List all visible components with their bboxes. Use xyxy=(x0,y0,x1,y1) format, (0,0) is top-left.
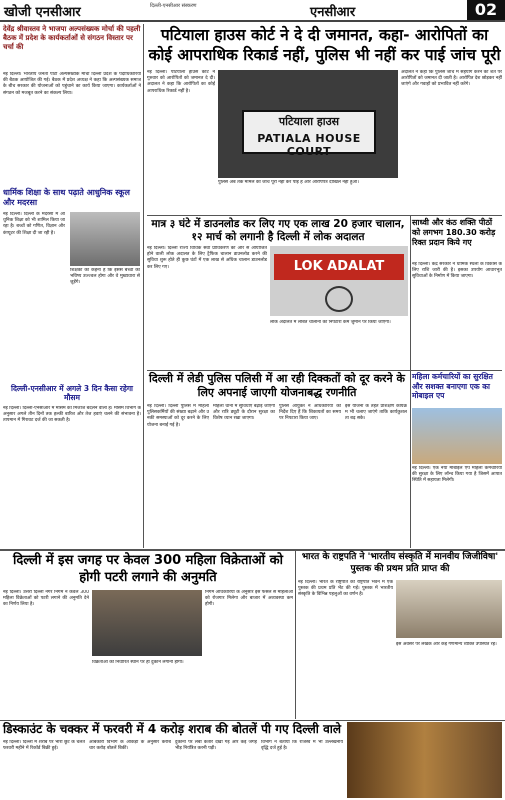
police-headline: दिल्ली में लेडी पुलिस पलिसी में आ रही दिक्कतों को दूर करने के लिए अपनाई जाएगी योजनाबद्ध रणनीति xyxy=(149,372,405,399)
left-body-3: नई दिल्ली। दिल्ली-एनसीआर में मौसम का मिजाज बदलने वाला है। मौसम विभाग के अनुसार अगले तीन दिनों तक हल्की बारिश और तेज हवाएं चलने की संभावना है। तापमान में गिरावट दर्ज की जा सकती है। xyxy=(3,406,141,424)
masthead xyxy=(0,0,505,22)
women-app-body: नई दिल्ली। एक नया मोबाइल एप महिला कर्मचारियों की सुरक्षा के लिए लॉन्च किया गया है जिसमें आपात स्थिति में सहायता मिलेगी। xyxy=(412,466,502,484)
lead-photo-caption: पुलिस अब तक मामले की जांच पूरी नहीं कर पाई है और आरोपपत्र दाखिल नहीं हुआ। xyxy=(218,180,359,185)
vendors-body-1: नई दिल्ली। उत्तरी दिल्ली नगर निगम ने केवल 300 महिला विक्रेताओं को पटरी लगाने की अनुमति देने का निर्णय लिया है। xyxy=(3,590,89,608)
police-body xyxy=(147,404,407,546)
book-body-2: इस अवसर पर लेखक और कई गणमान्य व्यक्ति उपस्थित रहे। xyxy=(396,642,497,647)
lead-body-1: नई दिल्ली। पटियाला हाउस कोर्ट ने गुरुवार को आरोपितों को जमानत दे दी। अदालत ने कहा कि आरोपितों का कोई आपराधिक रिकार्ड नहीं है। xyxy=(147,70,215,94)
police-col-2: महिला थानों में सुविधाएं बढ़ाई जाएंगी और रात्रि ड्यूटी के दौरान सुरक्षा का विशेष ध्यान रखा जाएगा। xyxy=(213,404,275,422)
police-col-4: इस योजना के तहत प्रशिक्षण कार्यक्रम भी चलाए जाएंगे ताकि कार्यकुशलता बढ़ सके। xyxy=(345,404,407,422)
liquor-col-2: आबकारी विभाग के आंकड़ों के अनुसार करीब चार करोड़ बोतलें बिकीं। xyxy=(89,740,171,752)
section-divider xyxy=(147,370,502,371)
lok-adalat-body: नई दिल्ली। दिल्ली राज्य विधिक सेवा प्राधिकरण की ओर से आयोजित होने वाली लोक अदालत के लिए ट्रैफिक चालान डाउनलोड करने की सुविधा शुरू होते ही कुछ घंटों में एक लाख से अधिक चालान डाउनलोड कर लिए गए। xyxy=(147,246,267,270)
court-sign-english: PATIALA HOUSE COURT xyxy=(257,132,361,158)
lok-adalat-badge: LOK ADALAT xyxy=(274,254,404,280)
column-divider xyxy=(295,551,296,719)
women-app-headline: महिला कर्मचारियों का सुरक्षित और सशक्त बनाएगा एक का मोबाइल एप xyxy=(412,372,493,400)
building-photo xyxy=(412,408,502,464)
lok-adalat-body-2: लोक अदालत में लंबित चालानों का निपटारा कम जुर्माने पर किया जाएगा। xyxy=(270,320,391,325)
lead-body-2: अदालत ने कहा कि पुलिस जांच में सहयोग करने की शर्त पर आरोपितों को जमानत दी जाती है। आरोपित देश छोड़कर नहीं जाएंगे और गवाहों को प्रभावित नहीं करेंगे। xyxy=(401,70,502,88)
liquor-col-4: विभाग ने बताया कि राजस्व में भी उल्लेखनीय वृद्धि दर्ज हुई है। xyxy=(261,740,343,752)
left-headline-3: दिल्ली-एनसीआर में अगले 3 दिन कैसा रहेगा मौसम xyxy=(11,384,133,402)
column-divider xyxy=(143,24,144,548)
court-signboard xyxy=(242,110,376,158)
vendors-body-2: निगम अधिकारियों के अनुसार इस फैसले से महिलाओं को रोजगार मिलेगा और बाजार में अव्यवस्था कम होगी। xyxy=(205,590,293,608)
left-body-2: नई दिल्ली। दिल्ली के मदरसों में आधुनिक शिक्षा को भी शामिल किया जा रहा है। बच्चों को गणित, विज्ञान और कंप्यूटर की शिक्षा दी जा रही है। xyxy=(3,212,65,236)
lead-headline: पटियाला हाउस कोर्ट ने दे दी जमानत, कहा- आरोपितों का कोई आपराधिक रिकार्ड नहीं, पुलिस भी नहीं कर पाई जांच पूरी xyxy=(148,26,501,64)
left-headline-1: देवेंद्र श्रीवास्तव ने भाजपा अल्पसंख्यक मोर्चा की पहली बैठक में प्रदेश के कार्यकर्ताओं से संगठन विस्तार पर चर्चा की xyxy=(3,25,141,51)
police-col-3: पुलिस आयुक्त ने अधिकारियों को निर्देश दिए हैं कि शिकायतों का समय पर निपटारा किया जाए। xyxy=(279,404,341,422)
liquor-col-3: दुकानों पर लंबी कतारें देखी गईं और कई जगह भीड़ नियंत्रित करनी पड़ी। xyxy=(175,740,257,752)
section-divider xyxy=(0,720,505,721)
liquor-body xyxy=(3,740,343,798)
liquor-headline: डिस्काउंट के चक्कर में फरवरी में 4 करोड़ शराब की बोतलें पी गए दिल्ली वाले xyxy=(3,722,341,736)
page-number: 02 xyxy=(467,0,505,20)
side-headline: साध्वी और कंठ शक्ति पीठों को लगभग 180.30 करोड़ रिक्त प्रदान किये गए xyxy=(412,218,496,247)
scales-icon xyxy=(325,286,353,312)
section-divider xyxy=(0,549,505,551)
market-photo xyxy=(92,590,202,656)
brand-logo: खोजी एनसीआर xyxy=(4,5,81,20)
vendors-body-3: विक्रेताओं को निर्धारित स्थान पर ही दुकान लगानी होगी। xyxy=(92,660,184,665)
book-headline: भारत के राष्ट्रपति ने 'भारतीय संस्कृति में मानवीय जिजीविषा' पुस्तक की प्रथम प्रति प्राप्त की xyxy=(301,552,499,574)
lok-adalat-image xyxy=(270,246,408,316)
column-divider xyxy=(410,216,411,548)
president-photo xyxy=(396,580,502,638)
left-headline-2: धार्मिक शिक्षा के साथ पढ़ाते आधुनिक स्कूल और मदरसा xyxy=(3,188,130,207)
side-body: नई दिल्ली। केंद्र सरकार ने धार्मिक स्थलों के विकास के लिए राशि जारी की है। इसका उपयोग आधारभूत सुविधाओं के निर्माण में किया जाएगा। xyxy=(412,262,502,280)
court-photo xyxy=(218,70,398,178)
book-body: नई दिल्ली। भारत के राष्ट्रपति को राष्ट्रपति भवन में एक पुस्तक की प्रथम प्रति भेंट की गई। पुस्तक में भारतीय संस्कृति के विभिन्न पहलुओं का वर्णन है। xyxy=(298,580,393,598)
madrasa-photo xyxy=(70,212,140,266)
section-divider xyxy=(147,215,502,216)
section-title: एनसीआर xyxy=(310,5,356,20)
vendors-headline: दिल्ली में इस जगह पर केवल 300 महिला विक्रेताओं को होगी पटरी लगाने की अनुमति xyxy=(13,553,283,585)
court-sign-hindi: पटियाला हाउस xyxy=(278,115,340,128)
lok-adalat-headline: मात्र ३ घंटे में डाउनलोड कर लिए गए एक लाख 20 हजार चालान, १२ मार्च को लगानी है दिल्ली में लोक अदालत xyxy=(151,218,405,243)
liquor-bottles-photo xyxy=(347,722,502,798)
left-body-2b: शिक्षकों का कहना है कि इससे बच्चों का भविष्य उज्ज्वल होगा और वे मुख्यधारा से जुड़ेंगे। xyxy=(70,268,140,286)
liquor-col-1: नई दिल्ली। दिल्ली में शराब पर भारी छूट के चलते फरवरी महीने में रिकॉर्ड बिक्री हुई। xyxy=(3,740,85,752)
masthead-meta: दिल्ली-एनसीआर संस्करण xyxy=(150,3,197,9)
left-body-1: नई दिल्ली। भारतीय जनता पार्टी अल्पसंख्यक मोर्चा दिल्ली प्रदेश के पदाधिकारियों की बैठक आयोजित की गई। बैठक में प्रदेश अध्यक्ष ने कहा कि अल्पसंख्यक समाज के बीच सरकार की योजनाओं को पहुंचाने का कार्य किया जाएगा। कार्यकर्ताओं ने संगठन को मजबूत करने का संकल्प लिया। xyxy=(3,72,141,96)
police-col-1: नई दिल्ली। दिल्ली पुलिस में महिला पुलिसकर्मियों की संख्या बढ़ाने और उनकी समस्याओं को दूर करने के लिए योजना बनाई गई है। xyxy=(147,404,209,428)
